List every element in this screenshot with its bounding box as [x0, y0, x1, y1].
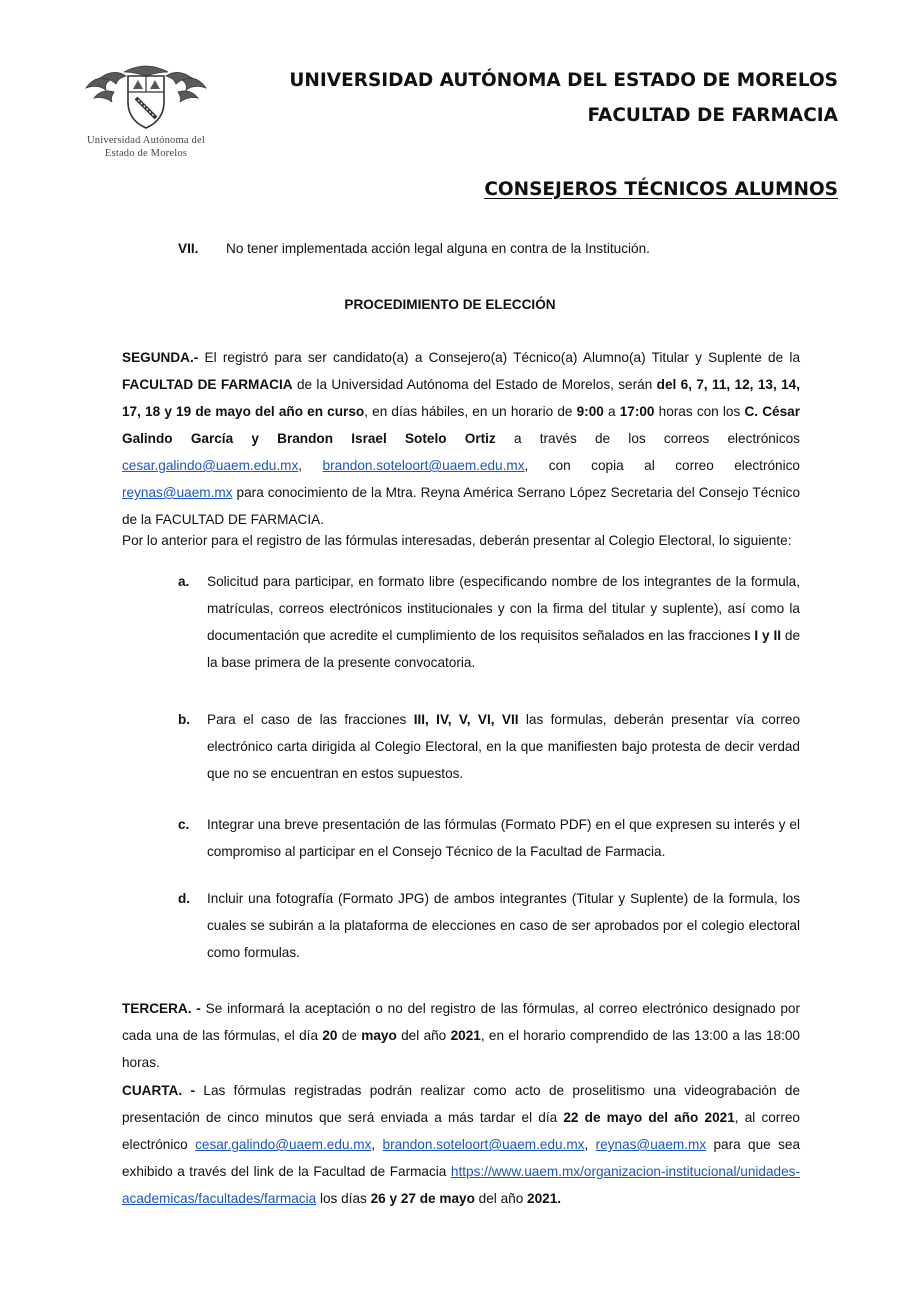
clause-text: los días — [316, 1191, 371, 1206]
clause-lead: CUARTA. - — [122, 1083, 196, 1098]
email-link[interactable]: brandon.soteloort@uaem.edu.mx — [382, 1137, 585, 1152]
requirement-text: No tener implementada acción legal alguna en contra de la Institución. — [226, 241, 650, 256]
clause-text: para que sea exhibido a través del link de la Facultad de Farmacia — [122, 1137, 801, 1179]
clause-bold: 2021 — [450, 1028, 481, 1043]
start-time: 9:00 — [576, 404, 604, 419]
list-item-text — [207, 706, 800, 787]
clause-bold: FACULTAD DE FARMACIA — [122, 377, 293, 392]
list-item-c — [178, 811, 800, 865]
clause-text: , en días hábiles, en un horario de — [364, 404, 577, 419]
clause-text: horas con los — [654, 404, 745, 419]
faculty-name: FACULTAD DE FARMACIA — [587, 105, 838, 126]
email-link[interactable]: cesar.galindo@uaem.edu.mx — [195, 1137, 372, 1152]
clause-text: a través de los correos electrónicos — [495, 431, 800, 446]
clause-text: para conocimiento de la Mtra. Reyna América Serrano López Secretaria del Consejo Técnico de la FACULTAD DE FARMACIA. — [122, 485, 800, 527]
clause-text: , — [371, 1137, 383, 1152]
clause-bold: mayo — [361, 1028, 397, 1043]
clause-bold: 26 y 27 de mayo — [370, 1191, 475, 1206]
end-time: 17:00 — [619, 404, 655, 419]
list-item-text: Integrar una breve presentación de las fórmulas (Formato PDF) en el que expresen su interés y el compromiso al participar en el Consejo Técnico de la Facultad de Farmacia. — [207, 817, 800, 859]
clause-text: , con copia al correo electrónico — [524, 458, 800, 473]
contact-names: C. César Galindo García y Brandon Israel Sotelo Ortiz — [122, 404, 800, 446]
university-logo — [76, 62, 216, 160]
item-text: Para el caso de las fracciones — [207, 712, 414, 727]
email-link[interactable]: brandon.soteloort@uaem.edu.mx — [322, 458, 525, 473]
clause-bold: 2021. — [527, 1191, 562, 1206]
email-link[interactable]: reynas@uaem.mx — [122, 485, 233, 500]
item-text: de la base primera de la presente convocatoria. — [207, 628, 801, 670]
registration-dates: del 6, 7, 11, 12, 13, 14, 17, 18 y 19 de mayo del año en curso — [122, 377, 800, 419]
list-item-b — [178, 706, 800, 787]
clause-bold: 20 — [322, 1028, 338, 1043]
requirement-vii — [178, 237, 650, 261]
list-item-a — [178, 568, 800, 676]
logo-caption-line1: Universidad Autónoma del — [87, 135, 205, 146]
email-link[interactable]: reynas@uaem.mx — [595, 1137, 707, 1152]
clause-lead: TERCERA. - — [122, 1001, 201, 1016]
email-link[interactable]: cesar.galindo@uaem.edu.mx — [122, 458, 299, 473]
faculty-url-link[interactable]: https://www.uaem.mx/organizacion-institucional/unidades-academicas/facultades/farmacia — [122, 1164, 800, 1206]
clause-segunda — [122, 344, 800, 533]
item-text: Solicitud para participar, en formato libre (especificando nombre de los integrantes de la formula, matrículas, correos electrónicos institucionales y con la firma del titular y suplente), así como la documentación que acredite el cumplimiento de los requisitos señalados en las fracciones — [207, 574, 800, 643]
clause-text: El registró para ser candidato(a) a Consejero(a) Técnico(a) Alumno(a) Titular y Suplente de la — [198, 350, 800, 365]
list-item-label: c. — [178, 817, 190, 832]
clause-tercera — [122, 995, 800, 1076]
item-text: las formulas, deberán presentar vía correo electrónico carta dirigida al Colegio Electoral, en la que manifiesten bajo protesta de decir verdad que no se encuentran en estos supuestos. — [207, 712, 801, 781]
list-item-d — [178, 885, 800, 966]
clause-text: Se informará la aceptación o no del registro de las fórmulas, al correo electrónico designado por cada una de las fórmulas, el día — [122, 1001, 800, 1043]
university-name: UNIVERSIDAD AUTÓNOMA DEL ESTADO DE MORELOS — [289, 70, 838, 91]
list-item-label: b. — [178, 712, 191, 727]
section-title: CONSEJEROS TÉCNICOS ALUMNOS — [484, 179, 838, 200]
university-crest-icon — [80, 62, 212, 132]
clause-text: Las fórmulas registradas podrán realizar como acto de proselitismo una videograbación de presentación de cinco minutos que será enviada a más tardar el día — [122, 1083, 801, 1125]
list-item-text — [207, 568, 800, 676]
requirement-numeral: VII. — [178, 241, 199, 256]
clause-text: del año — [474, 1191, 528, 1206]
clause-lead: SEGUNDA.- — [122, 350, 199, 365]
clause-text: , — [298, 458, 323, 473]
logo-caption-line2: Estado de Morelos — [104, 148, 188, 159]
list-item-label: d. — [178, 891, 191, 906]
item-bold: III, IV, V, VI, VII — [413, 712, 519, 727]
list-item-text: Incluir una fotografía (Formato JPG) de ambos integrantes (Titular y Suplente) de la formula, los cuales se subirán a la plataforma de elecciones en caso de ser aprobados por el colegio electoral como formulas. — [207, 891, 800, 960]
clause-cuarta — [122, 1077, 800, 1212]
list-intro: Por lo anterior para el registro de las fórmulas interesadas, deberán presentar al Colegio Electoral, lo siguiente: — [122, 533, 792, 548]
clause-text: , al correo electrónico — [122, 1110, 800, 1152]
clause-text: , en el horario comprendido de las 13:00 a las 18:00 horas. — [122, 1028, 800, 1070]
clause-text: de — [337, 1028, 362, 1043]
clause-text: a — [603, 404, 620, 419]
clause-bold: 22 de mayo del año 2021 — [563, 1110, 735, 1125]
clause-text: de la Universidad Autónoma del Estado de Morelos, serán — [292, 377, 657, 392]
clause-text: del año — [396, 1028, 451, 1043]
item-bold: I y II — [754, 628, 782, 643]
clause-text: , — [584, 1137, 596, 1152]
procedure-title: PROCEDIMIENTO DE ELECCIÓN — [344, 297, 556, 312]
list-item-label: a. — [178, 574, 190, 589]
